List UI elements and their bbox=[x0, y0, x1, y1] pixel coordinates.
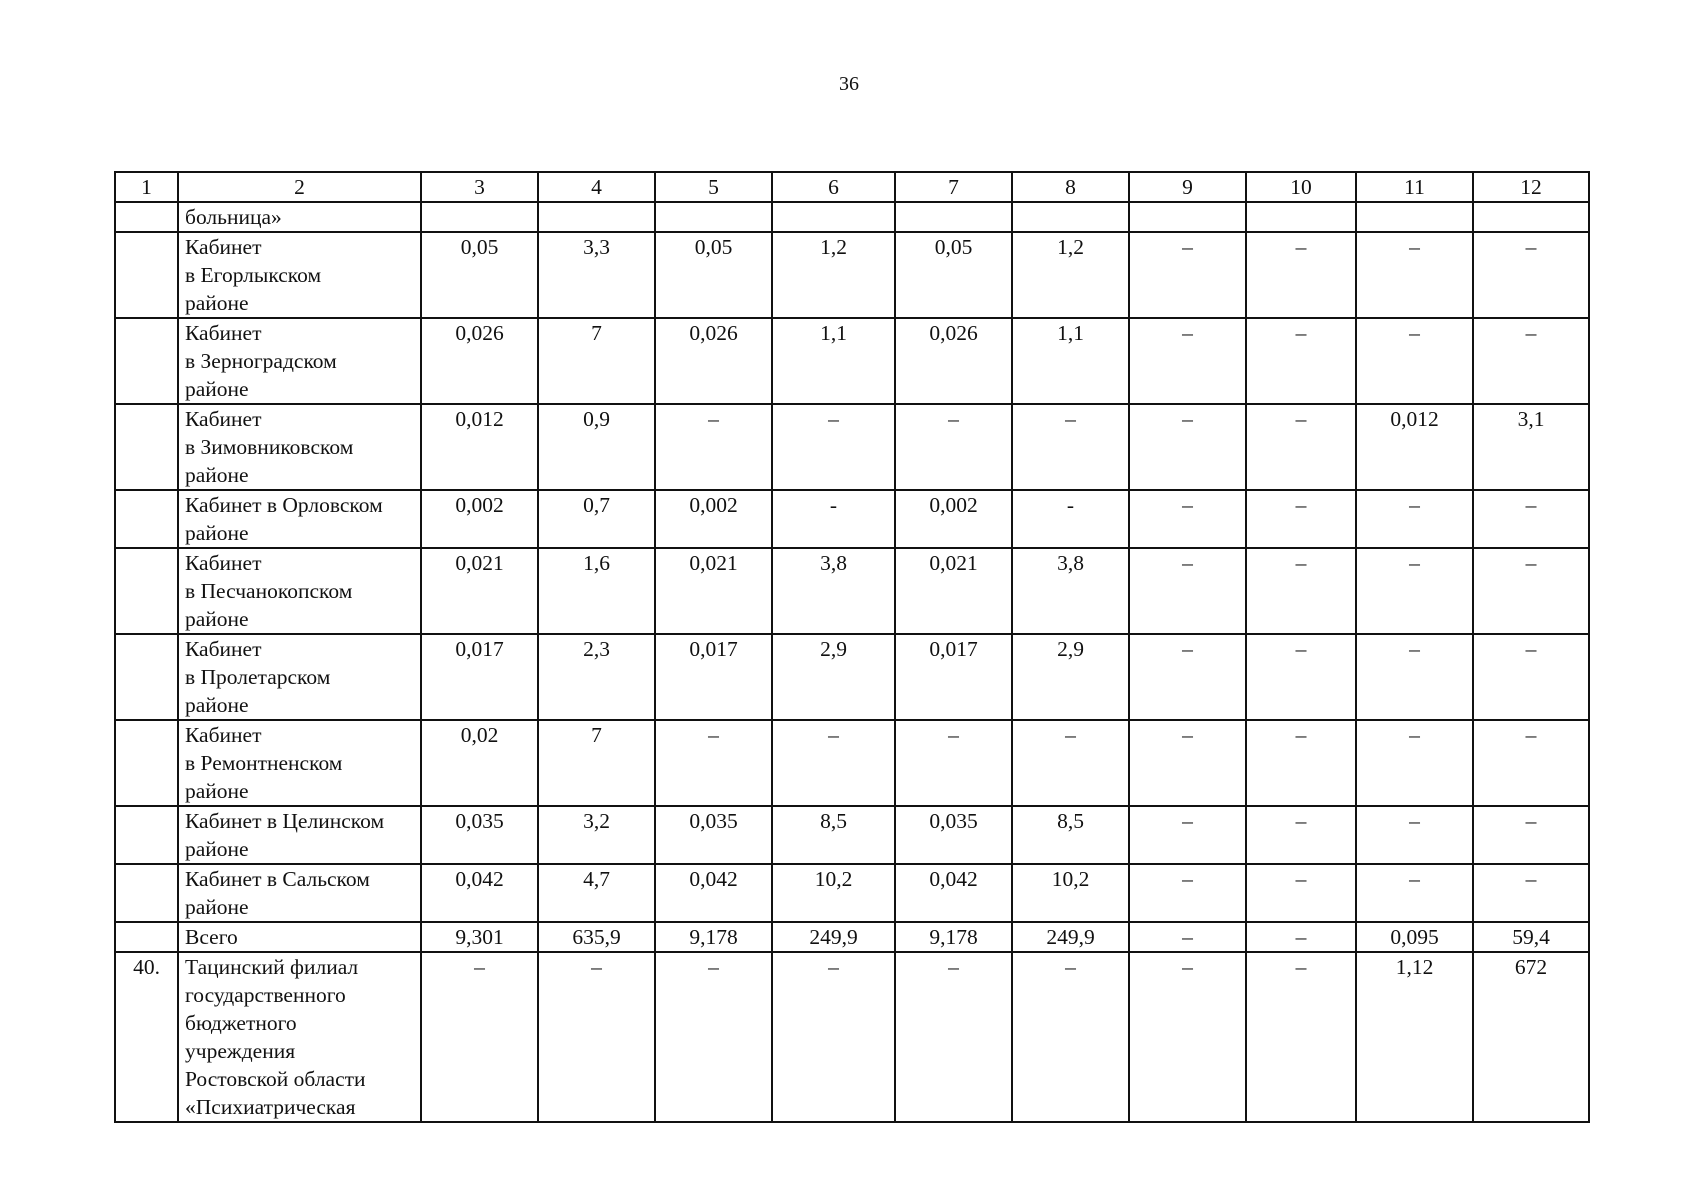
value-cell: 8,5 bbox=[772, 806, 895, 864]
value-cell: 7 bbox=[538, 720, 655, 806]
name-line: Тацинский филиал bbox=[185, 955, 359, 979]
value-cell: – bbox=[655, 720, 772, 806]
value-cell: - bbox=[772, 490, 895, 548]
value-cell: – bbox=[1246, 232, 1356, 318]
table-row bbox=[115, 318, 1589, 404]
value-cell: – bbox=[1246, 720, 1356, 806]
value-cell: – bbox=[1356, 490, 1473, 548]
value-cell: – bbox=[1246, 806, 1356, 864]
row-number-cell bbox=[115, 720, 178, 806]
row-number-cell bbox=[115, 922, 178, 952]
value-cell bbox=[1012, 202, 1129, 232]
value-cell: 0,042 bbox=[895, 864, 1012, 922]
value-cell: 0,002 bbox=[421, 490, 538, 548]
value-cell: – bbox=[1356, 232, 1473, 318]
institution-name-cell bbox=[178, 806, 421, 864]
name-line: государственного bbox=[185, 983, 346, 1007]
value-cell: - bbox=[1012, 490, 1129, 548]
column-number-cell: 1 bbox=[115, 172, 178, 202]
value-cell: 10,2 bbox=[772, 864, 895, 922]
name-line: бюджетного bbox=[185, 1011, 297, 1035]
value-cell: – bbox=[1129, 548, 1246, 634]
value-cell: 249,9 bbox=[1012, 922, 1129, 952]
value-cell: – bbox=[1473, 864, 1589, 922]
table-row bbox=[115, 202, 1589, 232]
value-cell: 0,05 bbox=[421, 232, 538, 318]
value-cell: – bbox=[1246, 318, 1356, 404]
column-number-cell: 8 bbox=[1012, 172, 1129, 202]
name-line: учреждения bbox=[185, 1039, 296, 1063]
row-number-cell bbox=[115, 318, 178, 404]
row-number-cell bbox=[115, 490, 178, 548]
value-cell: 0,002 bbox=[655, 490, 772, 548]
value-cell: 1,2 bbox=[1012, 232, 1129, 318]
name-line: в Песчанокопском bbox=[185, 579, 353, 603]
value-cell: – bbox=[772, 952, 895, 1122]
value-cell: 3,2 bbox=[538, 806, 655, 864]
value-cell: 0,017 bbox=[655, 634, 772, 720]
value-cell: 9,301 bbox=[421, 922, 538, 952]
value-cell: 0,035 bbox=[421, 806, 538, 864]
value-cell: – bbox=[1473, 232, 1589, 318]
row-number-cell bbox=[115, 548, 178, 634]
name-line: Кабинет bbox=[185, 235, 262, 259]
value-cell: – bbox=[1473, 720, 1589, 806]
name-line: Кабинет bbox=[185, 551, 262, 575]
value-cell: 249,9 bbox=[772, 922, 895, 952]
value-cell: 9,178 bbox=[655, 922, 772, 952]
name-line: Кабинет в Сальском bbox=[185, 867, 370, 891]
value-cell: – bbox=[1473, 806, 1589, 864]
name-line: Кабинет bbox=[185, 321, 262, 345]
value-cell bbox=[1129, 202, 1246, 232]
name-line: районе bbox=[185, 607, 249, 631]
value-cell: 0,05 bbox=[655, 232, 772, 318]
value-cell: – bbox=[655, 952, 772, 1122]
value-cell: 0,042 bbox=[421, 864, 538, 922]
value-cell: 0,026 bbox=[895, 318, 1012, 404]
value-cell: 0,021 bbox=[421, 548, 538, 634]
value-cell: – bbox=[895, 720, 1012, 806]
value-cell: – bbox=[421, 952, 538, 1122]
value-cell: – bbox=[1129, 232, 1246, 318]
value-cell: 1,1 bbox=[1012, 318, 1129, 404]
value-cell bbox=[538, 202, 655, 232]
column-number-cell: 10 bbox=[1246, 172, 1356, 202]
value-cell: – bbox=[1356, 318, 1473, 404]
row-number-cell bbox=[115, 806, 178, 864]
value-cell: 0,7 bbox=[538, 490, 655, 548]
institution-name-cell bbox=[178, 404, 421, 490]
institution-name-cell bbox=[178, 720, 421, 806]
value-cell: – bbox=[1246, 952, 1356, 1122]
row-number-cell bbox=[115, 202, 178, 232]
name-line: «Психиатрическая bbox=[185, 1095, 356, 1119]
value-cell: – bbox=[1356, 720, 1473, 806]
table-row bbox=[115, 922, 1589, 952]
name-line: Всего bbox=[185, 925, 238, 949]
value-cell: – bbox=[1129, 952, 1246, 1122]
value-cell: – bbox=[1246, 864, 1356, 922]
value-cell bbox=[772, 202, 895, 232]
column-number-cell: 9 bbox=[1129, 172, 1246, 202]
header-row bbox=[115, 172, 1589, 202]
value-cell: 0,05 bbox=[895, 232, 1012, 318]
name-line: больница» bbox=[185, 205, 282, 229]
table-row bbox=[115, 490, 1589, 548]
value-cell: – bbox=[655, 404, 772, 490]
value-cell: – bbox=[1246, 404, 1356, 490]
value-cell: – bbox=[1129, 806, 1246, 864]
value-cell: – bbox=[1473, 490, 1589, 548]
table-row bbox=[115, 548, 1589, 634]
value-cell: 2,3 bbox=[538, 634, 655, 720]
column-number-cell: 6 bbox=[772, 172, 895, 202]
value-cell: – bbox=[1356, 548, 1473, 634]
value-cell: – bbox=[1129, 490, 1246, 548]
value-cell: – bbox=[1356, 806, 1473, 864]
row-number-cell bbox=[115, 864, 178, 922]
name-line: районе bbox=[185, 463, 249, 487]
value-cell: 3,3 bbox=[538, 232, 655, 318]
value-cell: – bbox=[1473, 548, 1589, 634]
value-cell: – bbox=[1356, 864, 1473, 922]
name-line: районе bbox=[185, 291, 249, 315]
value-cell: – bbox=[1473, 634, 1589, 720]
value-cell: 0,026 bbox=[655, 318, 772, 404]
column-number-cell: 3 bbox=[421, 172, 538, 202]
value-cell: 2,9 bbox=[1012, 634, 1129, 720]
value-cell bbox=[895, 202, 1012, 232]
name-line: в Ремонтненском bbox=[185, 751, 343, 775]
value-cell: – bbox=[1012, 952, 1129, 1122]
value-cell: 0,02 bbox=[421, 720, 538, 806]
value-cell bbox=[1473, 202, 1589, 232]
name-line: в Зимовниковском bbox=[185, 435, 354, 459]
value-cell: – bbox=[1246, 634, 1356, 720]
value-cell: 0,035 bbox=[655, 806, 772, 864]
column-number-cell: 7 bbox=[895, 172, 1012, 202]
table-row bbox=[115, 864, 1589, 922]
value-cell: 7 bbox=[538, 318, 655, 404]
name-line: районе bbox=[185, 521, 249, 545]
value-cell: – bbox=[1129, 318, 1246, 404]
value-cell: 635,9 bbox=[538, 922, 655, 952]
table-row bbox=[115, 720, 1589, 806]
row-number-cell bbox=[115, 404, 178, 490]
value-cell: 0,026 bbox=[421, 318, 538, 404]
value-cell: 0,012 bbox=[1356, 404, 1473, 490]
value-cell: – bbox=[538, 952, 655, 1122]
name-line: Ростовской области bbox=[185, 1067, 366, 1091]
value-cell: 1,6 bbox=[538, 548, 655, 634]
value-cell: – bbox=[772, 404, 895, 490]
value-cell: – bbox=[1246, 490, 1356, 548]
value-cell: 2,9 bbox=[772, 634, 895, 720]
name-line: районе bbox=[185, 377, 249, 401]
value-cell: 0,035 bbox=[895, 806, 1012, 864]
institution-name-cell bbox=[178, 318, 421, 404]
value-cell: 0,095 bbox=[1356, 922, 1473, 952]
value-cell bbox=[655, 202, 772, 232]
data-table bbox=[114, 171, 1590, 1123]
institution-name-cell bbox=[178, 864, 421, 922]
name-line: районе bbox=[185, 895, 249, 919]
value-cell: – bbox=[1129, 404, 1246, 490]
name-line: Кабинет bbox=[185, 723, 262, 747]
name-line: районе bbox=[185, 693, 249, 717]
value-cell: 0,021 bbox=[895, 548, 1012, 634]
name-line: Кабинет в Орловском bbox=[185, 493, 383, 517]
row-number-cell bbox=[115, 634, 178, 720]
value-cell: – bbox=[772, 720, 895, 806]
name-line: районе bbox=[185, 779, 249, 803]
institution-name-cell bbox=[178, 952, 421, 1122]
value-cell: 3,8 bbox=[1012, 548, 1129, 634]
column-number-cell: 2 bbox=[178, 172, 421, 202]
value-cell: – bbox=[1473, 318, 1589, 404]
value-cell: 0,021 bbox=[655, 548, 772, 634]
institution-name-cell bbox=[178, 232, 421, 318]
name-line: в Пролетарском bbox=[185, 665, 331, 689]
value-cell: 9,178 bbox=[895, 922, 1012, 952]
column-number-cell: 12 bbox=[1473, 172, 1589, 202]
table-row bbox=[115, 806, 1589, 864]
value-cell: 59,4 bbox=[1473, 922, 1589, 952]
name-line: районе bbox=[185, 837, 249, 861]
value-cell: – bbox=[895, 404, 1012, 490]
institution-name-cell bbox=[178, 922, 421, 952]
value-cell: 0,017 bbox=[421, 634, 538, 720]
table-body bbox=[115, 172, 1589, 1122]
value-cell: 3,1 bbox=[1473, 404, 1589, 490]
column-number-cell: 5 bbox=[655, 172, 772, 202]
table-row bbox=[115, 232, 1589, 318]
institution-name-cell bbox=[178, 202, 421, 232]
value-cell: – bbox=[1129, 634, 1246, 720]
column-number-cell: 11 bbox=[1356, 172, 1473, 202]
value-cell bbox=[421, 202, 538, 232]
value-cell: – bbox=[1129, 864, 1246, 922]
value-cell: 3,8 bbox=[772, 548, 895, 634]
value-cell: 0,9 bbox=[538, 404, 655, 490]
value-cell: 1,1 bbox=[772, 318, 895, 404]
value-cell: 672 bbox=[1473, 952, 1589, 1122]
name-line: Кабинет bbox=[185, 407, 262, 431]
value-cell: – bbox=[1246, 548, 1356, 634]
value-cell bbox=[1246, 202, 1356, 232]
name-line: в Зерноградском bbox=[185, 349, 337, 373]
institution-name-cell bbox=[178, 548, 421, 634]
name-line: Кабинет в Целинском bbox=[185, 809, 385, 833]
value-cell: 8,5 bbox=[1012, 806, 1129, 864]
value-cell bbox=[1356, 202, 1473, 232]
value-cell: 4,7 bbox=[538, 864, 655, 922]
column-number-cell: 4 bbox=[538, 172, 655, 202]
row-number-cell: 40. bbox=[115, 952, 178, 1122]
value-cell: – bbox=[895, 952, 1012, 1122]
value-cell: 0,017 bbox=[895, 634, 1012, 720]
value-cell: 10,2 bbox=[1012, 864, 1129, 922]
name-line: Кабинет bbox=[185, 637, 262, 661]
value-cell: 1,12 bbox=[1356, 952, 1473, 1122]
value-cell: 0,042 bbox=[655, 864, 772, 922]
value-cell: – bbox=[1356, 634, 1473, 720]
institution-name-cell bbox=[178, 634, 421, 720]
value-cell: 1,2 bbox=[772, 232, 895, 318]
name-line: в Егорлыкском bbox=[185, 263, 322, 287]
value-cell: 0,012 bbox=[421, 404, 538, 490]
row-number-cell bbox=[115, 232, 178, 318]
value-cell: – bbox=[1129, 922, 1246, 952]
value-cell: – bbox=[1012, 720, 1129, 806]
value-cell: – bbox=[1246, 922, 1356, 952]
institution-name-cell bbox=[178, 490, 421, 548]
value-cell: 0,002 bbox=[895, 490, 1012, 548]
page-number: 36 bbox=[839, 73, 859, 95]
value-cell: – bbox=[1012, 404, 1129, 490]
value-cell: – bbox=[1129, 720, 1246, 806]
table-row bbox=[115, 952, 1589, 1122]
table-row bbox=[115, 404, 1589, 490]
table-row bbox=[115, 634, 1589, 720]
